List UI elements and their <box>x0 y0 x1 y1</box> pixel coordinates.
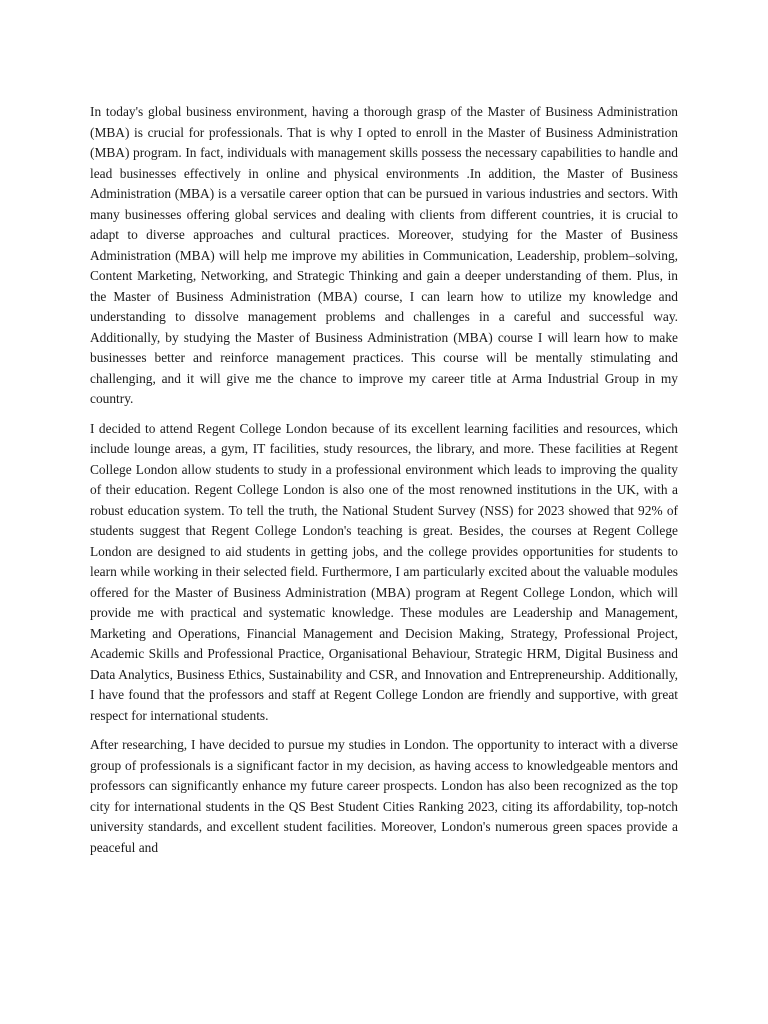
paragraph-regent-college: I decided to attend Regent College London because of its excellent learning facilities and resources, which include lounge areas, a gym, IT facilities, study resources, the library, and more. These facilities at Regent College London allow students to study in a professional environment which leads to improving the quality of their education. Regent College London is also one of the most renowned institutions in the UK, with a robust education system. To tell the truth, the National Student Survey (NSS) for 2023 showed that 92% of students suggest that Regent College London's teaching is great. Besides, the courses at Regent College London are designed to aid students in getting jobs, and the college provides opportunities for students to learn while working in their selected field. Furthermore, I am particularly excited about the valuable modules offered for the Master of Business Administration (MBA) program at Regent College London, which will provide me with practical and systematic knowledge. These modules are Leadership and Management, Marketing and Operations, Financial Management and Decision Making, Strategy, Professional Project, Academic Skills and Professional Practice, Organisational Behaviour, Strategic HRM, Digital Business and Data Analytics, Business Ethics, Sustainability and CSR, and Innovation and Entrepreneurship. Additionally, I have found that the professors and staff at Regent College London are friendly and supportive, with great respect for international students. <box>90 420 678 723</box>
paragraph-mba-motivation: In today's global business environment, having a thorough grasp of the Master of Business Administration (MBA) is crucial for professionals. That is why I opted to enroll in the Master of Business Administration (MBA) program. In fact, individuals with management skills possess the necessary capabilities to handle and lead businesses effectively in online and physical environments .In addition, the Master of Business Administration (MBA) is a versatile career option that can be pursued in various industries and sectors. With many businesses offering global services and dealing with clients from different countries, it is crucial to adapt to diverse approaches and cultural practices. Moreover, studying for the Master of Business Administration (MBA) will help me improve my abilities in Communication, Leadership, problem–solving, Content Marketing, Networking, and Strategic Thinking and gain a deeper understanding of them. Plus, in the Master of Business Administration (MBA) course, I can learn how to utilize my knowledge and understanding to dissolve management problems and challenges in a careful and successful way. Additionally, by studying the Master of Business Administration (MBA) course I will learn how to make businesses better and reinforce management practices. This course will be mentally stimulating and challenging, and it will give me the chance to improve my career title at Arma Industrial Group in my country. <box>90 104 678 406</box>
paragraph-london: After researching, I have decided to pursue my studies in London. The opportunity to interact with a diverse group of professionals is a significant factor in my decision, as having access to knowledgeable mentors and professors can significantly enhance my future career prospects. London has also been recognized as the top city for international students in the QS Best Student Cities Ranking 2023, citing its affordability, top-notch university standards, and excellent student facilities. Moreover, London's numerous green spaces provide a peaceful and <box>90 737 678 855</box>
document-body <box>90 102 678 867</box>
